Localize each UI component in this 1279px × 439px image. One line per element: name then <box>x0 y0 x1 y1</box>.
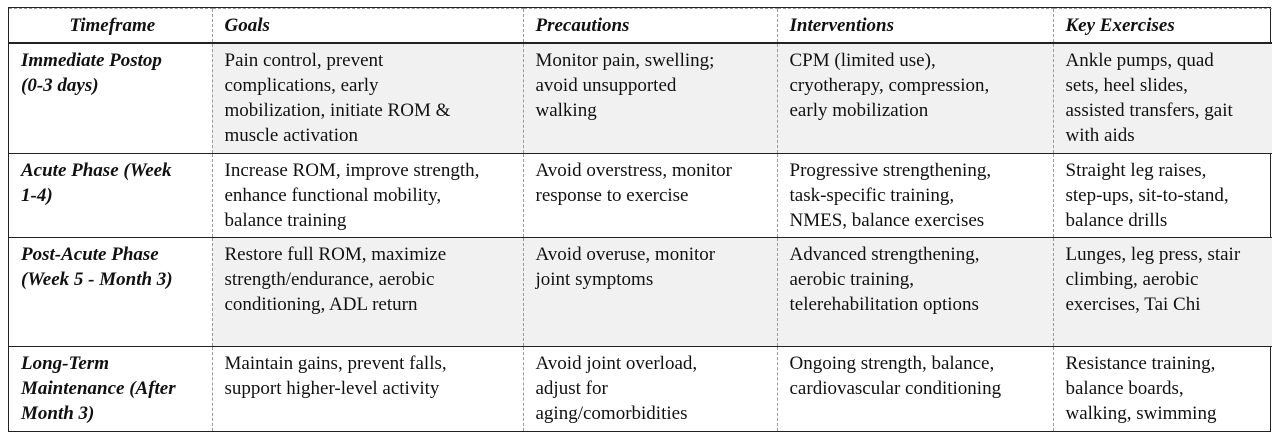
cell-line: sets, heel slides, <box>1065 75 1188 96</box>
cell-line: task-specific training, <box>789 184 955 206</box>
cell-line: muscle activation <box>224 125 358 146</box>
cell-line: climbing, aerobic <box>1065 268 1199 290</box>
cell-line: balance drills <box>1065 209 1168 231</box>
cell-line: exercises, Tai Chi <box>1065 293 1201 315</box>
cell-key-exercises <box>1053 43 1272 153</box>
cell-goals <box>212 347 523 431</box>
cell-line: 1-4) <box>21 184 53 206</box>
cell-line: (Week 5 - Month 3) <box>21 268 173 290</box>
cell-line: Advanced strengthening, <box>789 243 980 265</box>
cell-timeframe <box>9 43 212 153</box>
table-row <box>9 237 1272 346</box>
cell-line: mobilization, initiate ROM & <box>224 100 451 121</box>
cell-precautions <box>523 43 777 153</box>
cell-line: telerehabilitation options <box>789 293 979 315</box>
cell-line: aging/comorbidities <box>535 403 688 425</box>
cell-line: adjust for <box>535 378 608 400</box>
table-row <box>9 347 1272 431</box>
cell-line: Resistance training, <box>1065 353 1216 375</box>
cell-interventions <box>777 43 1053 153</box>
cell-line: Ongoing strength, balance, <box>789 353 995 375</box>
cell-line: Month 3) <box>21 403 95 425</box>
cell-line: joint symptoms <box>535 268 654 290</box>
cell-line: Monitor pain, swelling; <box>535 50 715 71</box>
cell-line: CPM (limited use), <box>789 50 936 71</box>
cell-line: Maintain gains, prevent falls, <box>224 353 447 375</box>
cell-goals <box>212 153 523 237</box>
cell-line: cryotherapy, compression, <box>789 75 990 96</box>
table-row <box>9 153 1272 237</box>
cell-line: cardiovascular conditioning <box>789 378 1002 400</box>
cell-goals <box>212 43 523 153</box>
cell-line: balance training <box>224 209 347 231</box>
cell-line: step-ups, sit-to-stand, <box>1065 184 1229 206</box>
cell-timeframe <box>9 153 212 237</box>
cell-line: with aids <box>1065 125 1135 146</box>
cell-precautions <box>523 237 777 346</box>
cell-line: walking, swimming <box>1065 403 1217 425</box>
table-row <box>9 43 1272 153</box>
cell-timeframe <box>9 347 212 431</box>
header-timeframe: Timeframe <box>9 9 212 44</box>
cell-timeframe <box>9 237 212 346</box>
cell-precautions <box>523 153 777 237</box>
cell-interventions <box>777 237 1053 346</box>
cell-line: Pain control, prevent <box>224 50 384 71</box>
cell-line: Avoid overstress, monitor <box>535 159 732 181</box>
cell-line: enhance functional mobility, <box>224 184 442 206</box>
rehab-phase-table-frame <box>8 7 1271 432</box>
cell-key-exercises <box>1053 153 1272 237</box>
cell-line: Post-Acute Phase <box>21 243 159 265</box>
header-goals: Goals <box>212 9 523 44</box>
cell-goals <box>212 237 523 346</box>
cell-line: Restore full ROM, maximize <box>224 243 447 265</box>
cell-interventions <box>777 347 1053 431</box>
cell-line: balance boards, <box>1065 378 1184 400</box>
cell-line: Straight leg raises, <box>1065 159 1207 181</box>
header-row <box>9 9 1272 44</box>
cell-line: assisted transfers, gait <box>1065 100 1233 121</box>
cell-key-exercises <box>1053 347 1272 431</box>
header-key-exercises: Key Exercises <box>1053 9 1272 44</box>
cell-line: Avoid overuse, monitor <box>535 243 716 265</box>
cell-line: aerobic training, <box>789 268 915 290</box>
cell-line: Increase ROM, improve strength, <box>224 159 480 181</box>
cell-line: (0-3 days) <box>21 75 99 96</box>
cell-line: strength/endurance, aerobic <box>224 268 435 290</box>
cell-line: Immediate Postop <box>21 50 162 71</box>
cell-line: complications, early <box>224 75 379 96</box>
cell-line: Progressive strengthening, <box>789 159 992 181</box>
cell-line: walking <box>535 100 597 121</box>
cell-line: Avoid joint overload, <box>535 353 698 375</box>
cell-line: support higher-level activity <box>224 378 440 400</box>
cell-line: Acute Phase (Week <box>21 159 172 181</box>
rehab-phase-table <box>9 8 1272 431</box>
cell-precautions <box>523 347 777 431</box>
cell-line: early mobilization <box>789 100 929 121</box>
cell-line: Maintenance (After <box>21 378 176 400</box>
cell-line: response to exercise <box>535 184 689 206</box>
cell-line: Lunges, leg press, stair <box>1065 243 1241 265</box>
cell-line: Ankle pumps, quad <box>1065 50 1214 71</box>
cell-line: avoid unsupported <box>535 75 677 96</box>
cell-line: Long-Term <box>21 353 109 375</box>
header-interventions: Interventions <box>777 9 1053 44</box>
cell-line: conditioning, ADL return <box>224 293 418 315</box>
cell-interventions <box>777 153 1053 237</box>
header-precautions: Precautions <box>523 9 777 44</box>
cell-key-exercises <box>1053 237 1272 346</box>
cell-line: NMES, balance exercises <box>789 209 985 231</box>
